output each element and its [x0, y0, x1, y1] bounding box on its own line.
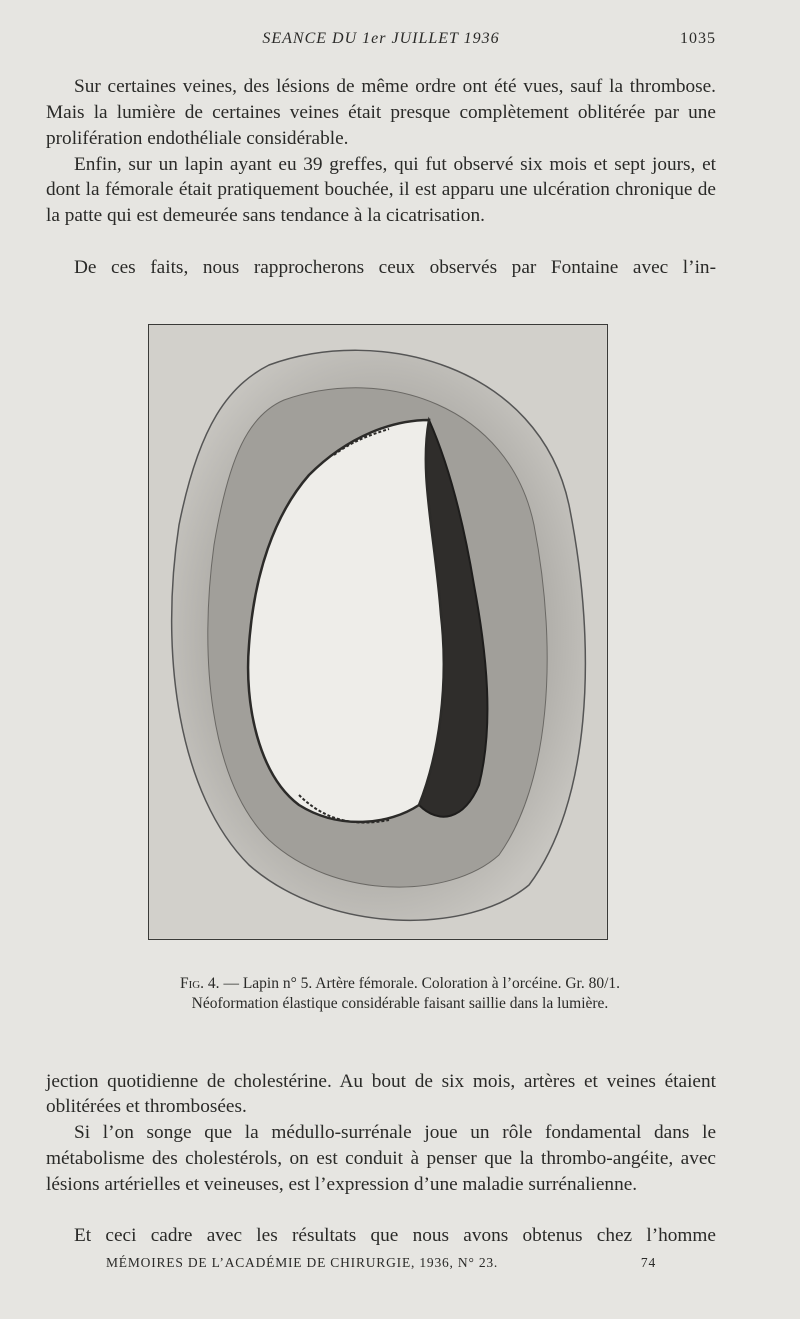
caption-text-1: — Lapin n° 5. Artère fémorale. Coloration à l’orcéine. Gr. 80/1. — [223, 975, 621, 992]
figure-artery-micrograph — [148, 324, 608, 940]
page-number: 1035 — [680, 30, 716, 47]
page-footer — [106, 1255, 656, 1271]
paragraph-fontaine-end: jection quotidienne de cholestérine. Au bout de six mois, artères et veines étaient oblitérées et thrombosées. — [46, 1070, 716, 1118]
caption-line-2: Néoformation élastique considérable faisant saillie dans la lumière. — [191, 995, 609, 1012]
paragraph-veins: Sur certaines veines, des lésions de même ordre ont été vues, sauf la thrombose. Mais la lumière de certaines veines était presque complètement oblitérée par une prolifération endothéliale considérable. — [46, 76, 716, 149]
paragraph-homme: Et ceci cadre avec les résultats que nous avons obtenus chez l’homme — [74, 1224, 716, 1246]
journal-reference: MÉMOIRES DE L’ACADÉMIE DE CHIRURGIE, 1936, N° 23. — [106, 1255, 499, 1270]
figure-label: Fig. 4. — [179, 975, 220, 992]
paragraph-rabbit: Enfin, sur un lapin ayant eu 39 greffes, qui fut observé six mois et sept jours, et dont la fémorale était pratiquement bouchée, il est apparu une ulcération chronique de la patte qui est demeurée sans tendance à la cicatrisation. — [46, 153, 716, 227]
running-header — [46, 30, 716, 54]
running-title — [46, 30, 716, 48]
paragraph-fontaine-start: De ces faits, nous rapprocherons ceux observés par Fontaine avec l’in- — [74, 256, 716, 278]
artery-cross-section-image — [149, 325, 606, 938]
paragraph-surrenal: Si l’on songe que la médullo-surrénale joue un rôle fondamental dans le métabolisme des cholestérols, on est conduit à penser que la thrombo-angéite, avec lésions artérielles et veineuses, est l’expression d’une maladie surrénalienne. — [46, 1122, 716, 1195]
running-title-text: SEANCE DU 1er JUILLET 1936 — [262, 30, 500, 47]
caption-line-1 — [60, 974, 740, 994]
sheet-number: 74 — [640, 1255, 656, 1270]
figure-caption — [60, 974, 740, 1014]
